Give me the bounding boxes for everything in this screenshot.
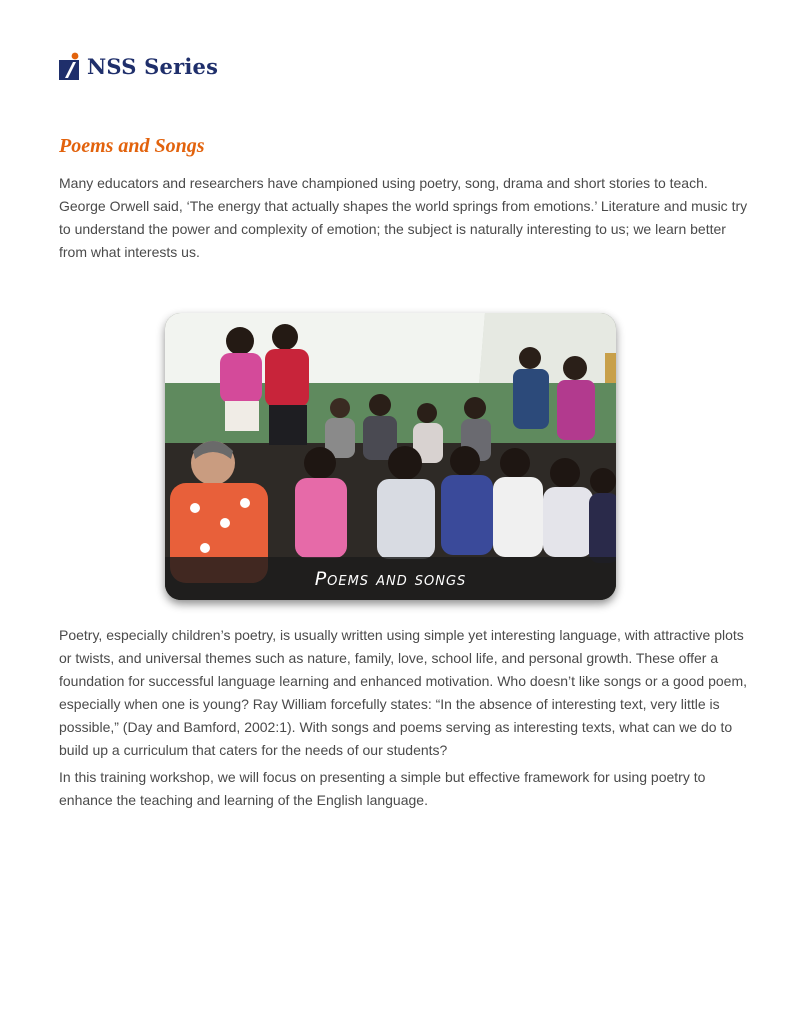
intro-paragraph: Many educators and researchers have championed using poetry, song, drama and short stories to teach. George Orwell said, ‘The energy that actually shapes the world springs from emotions.’ Literature and music try to understand the power and complexity of emotion; the subject is naturally interesting to us; we learn better from what interests us. bbox=[59, 175, 748, 260]
closing-paragraph: In this training workshop, we will focus on presenting a simple but effective framework for using poetry to enhance the teaching and learning of the English language. bbox=[59, 769, 706, 808]
photo-caption: Poems and songs bbox=[314, 567, 467, 590]
section-title: Poems and Songs bbox=[59, 135, 205, 157]
photo-caption-band bbox=[165, 557, 616, 600]
nss-series-logo bbox=[59, 52, 218, 80]
workshop-photo bbox=[165, 313, 616, 600]
nss-logo-mark-icon bbox=[59, 52, 81, 80]
body-paragraph: Poetry, especially children’s poetry, is usually written using simple yet interesting language, with attractive plots or twists, and universal themes such as nature, family, love, school life, and personal growth. These offer a foundation for successful language learning and enhanced motivation. Who doesn’t like songs or a good poem, especially when one is young? Ray William forcefully states: “In the absence of interesting text, very little is possible,” (Day and Bamford, 2002:1). With songs and poems serving as interesting texts, what can we do to build up a curriculum that caters for the needs of our students? bbox=[59, 627, 748, 758]
logo-text: NSS Series bbox=[87, 53, 219, 79]
